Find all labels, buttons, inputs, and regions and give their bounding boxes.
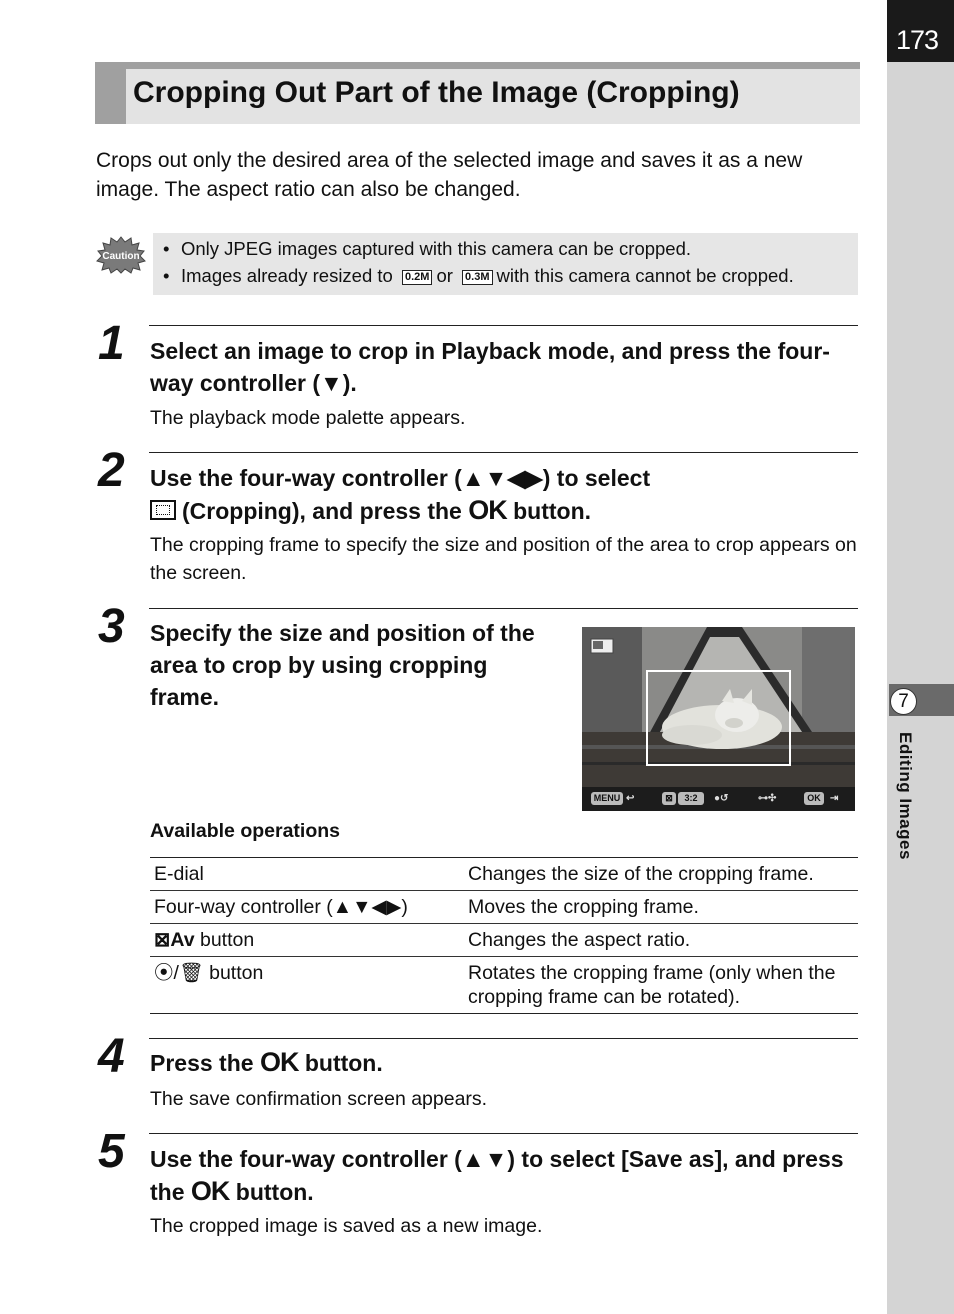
table-row [150,957,858,1014]
operation-action: Rotates the cropping frame (only when the cropping frame can be rotated). [464,957,858,1014]
ok-button-icon: OK [190,1176,230,1206]
size-0.3m-icon: 0.3M [462,270,492,285]
step-2-result: The cropping frame to specify the size and position of the area to crop appears on the screen. [150,534,857,584]
step-4-heading: Press the OK button. [150,1047,383,1077]
menu-button-icon: MENU [591,792,623,805]
step-4-result: The save confirmation screen appears. [150,1088,488,1110]
title-accent [95,62,126,124]
four-way-arrows-icon: ▲▼◀▶ [332,896,402,918]
step-number: 5 [98,1125,125,1178]
av-icon: Av [170,929,195,951]
chapter-sidebar [887,0,954,1314]
green-button-icon: ⦿ [154,962,174,984]
step-divider [149,1038,858,1039]
caution-text: or [436,265,453,286]
step-number: 4 [98,1030,125,1083]
crop-icon [150,500,176,520]
operation-action: Changes the aspect ratio. [464,924,858,957]
caution-item: • Only JPEG images captured with this camera can be cropped. [163,238,692,259]
step-divider [149,452,858,453]
page-number: 173 [895,25,939,55]
operation-action: Changes the size of the cropping frame. [464,858,858,891]
trash-icon: 🗑 [178,962,204,984]
size-0.2m-icon: 0.2M [402,270,432,285]
operation-control: Four-way controller (▲▼◀▶) [150,891,464,924]
ok-button-icon: OK [259,1047,299,1077]
step-divider [149,608,858,609]
caution-item: • Images already resized to 0.2M or 0.3M with this camera cannot be cropped. [163,265,794,286]
step-2-heading: Use the four-way controller (▲▼◀▶) to select (Cropping), and press the OK button. [150,465,651,525]
operation-control: E-dial [150,858,464,891]
chapter-number: 7 [890,688,917,715]
up-down-arrows-icon: ▲▼ [461,1146,508,1172]
back-icon: ↩ [626,793,635,804]
operation-control: ⦿/🗑 button [150,957,464,1014]
exposure-compensation-icon: ⊠ [154,929,171,951]
title-rule [95,62,860,69]
dial-move-icon: ⊶✣ [758,793,777,804]
operation-control: ⊠Av button [150,924,464,957]
ok-label: OK [804,792,824,805]
step-1-result: The playback mode palette appears. [150,407,466,429]
down-arrow-icon: ▼ [319,370,343,396]
step-divider [149,325,858,326]
step-5-result: The cropped image is saved as a new image. [150,1215,543,1237]
caution-text: with this camera cannot be cropped. [496,265,794,286]
step-number: 1 [98,317,125,370]
camera-screen-image [582,627,855,811]
step-number: 2 [98,444,125,497]
step-5-heading: Use the four-way controller (▲▼) to select [Save as], and press the OK button. [150,1146,844,1206]
aspect-ratio-label: 3:2 [678,792,704,805]
step-1-heading: Select an image to crop in Playback mode, and press the four-way controller (▼). [150,338,830,396]
four-way-arrows-icon: ▲▼◀▶ [461,465,543,491]
exposure-compensation-icon: ⊠ [662,792,676,805]
step-divider [149,1133,858,1134]
caution-icon [96,236,146,279]
caution-icon-label: Caution [102,251,140,262]
page-title: Cropping Out Part of the Image (Cropping) [133,76,740,109]
ok-button-icon: OK [468,495,507,525]
operations-heading: Available operations [150,820,341,842]
table-row [150,858,858,891]
step-number: 3 [98,600,125,653]
camera-screen-toolbar [582,787,855,811]
operations-table [150,857,858,1014]
step-3-heading: Specify the size and position of the area to crop by using cropping frame. [150,620,535,710]
caution-text: Images already resized to [181,265,393,286]
table-row [150,924,858,957]
operation-action: Moves the cropping frame. [464,891,858,924]
green-button-icon: ●↺ [714,793,729,804]
table-row [150,891,858,924]
caution-text: Only JPEG images captured with this camera can be cropped. [181,238,692,259]
chapter-title: Editing Images [896,732,915,860]
intro-paragraph: Crops out only the desired area of the selected image and saves it as a new image. The aspect ratio can also be changed. [96,149,803,201]
save-icon: ⇥ [830,793,839,804]
